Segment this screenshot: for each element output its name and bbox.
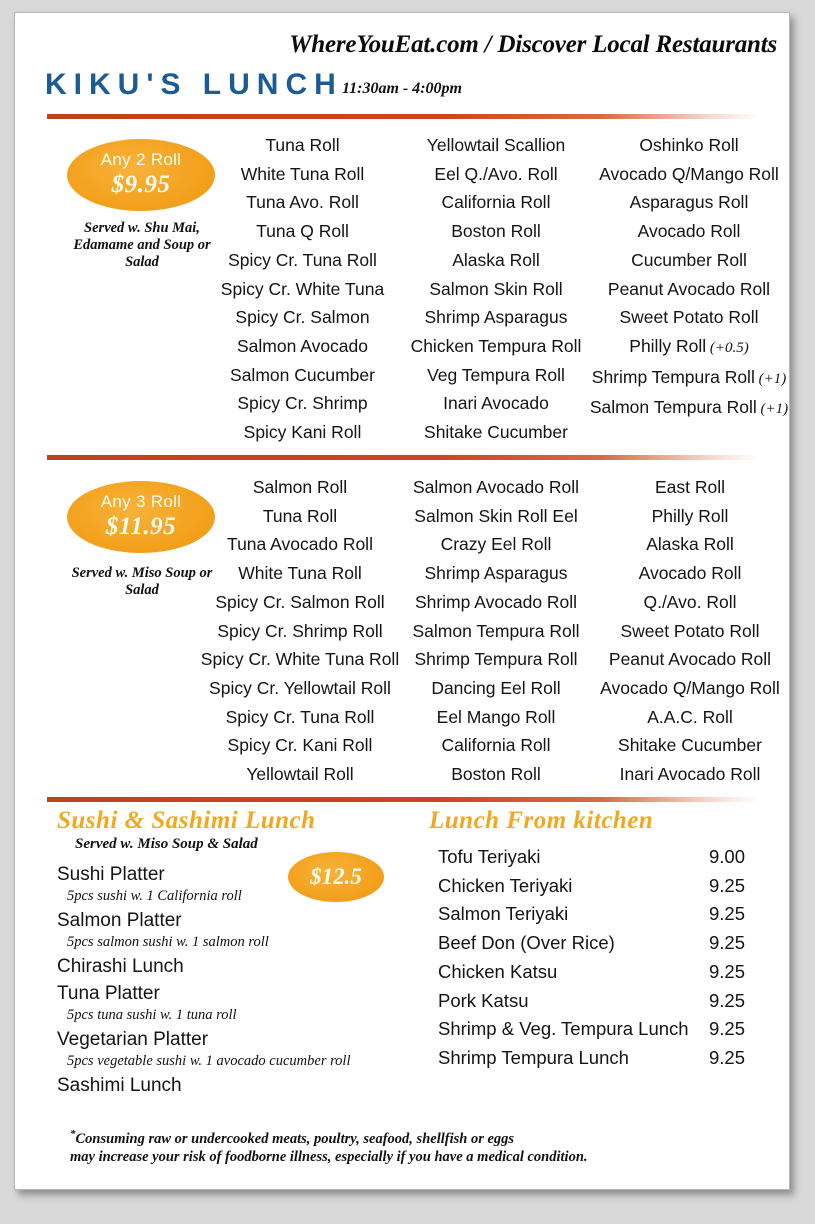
roll-item: [200, 530, 400, 559]
roll-item: [588, 760, 790, 789]
kitchen-item-row: [429, 843, 769, 872]
roll-surcharge: (+1): [754, 370, 787, 387]
roll-item: [587, 275, 790, 304]
roll-item: [200, 617, 400, 646]
roll-name: Shitake Cucumber: [618, 735, 762, 756]
roll-name: Spicy Cr. Tuna Roll: [225, 706, 375, 727]
roll-column-2: [400, 473, 592, 789]
roll-name: Salmon Tempura Roll: [412, 620, 580, 641]
roll-item: [587, 363, 790, 394]
roll-name: Dancing Eel Roll: [431, 677, 561, 698]
roll-name: Spicy Cr. Salmon Roll: [215, 591, 385, 612]
roll-item: [401, 217, 591, 246]
roll-name: Shrimp Avocado Roll: [414, 591, 578, 612]
kitchen-item-price: 9.00: [708, 846, 745, 867]
roll-item: [200, 760, 400, 789]
platter-description: 5pcs sushi w. 1 California roll: [67, 888, 242, 904]
kitchen-item-row: [429, 872, 769, 901]
kitchen-item-row: [429, 900, 769, 929]
roll-item: [588, 617, 790, 646]
roll-name: Alaska Roll: [452, 249, 540, 270]
roll-item: [204, 131, 401, 160]
section-divider-2: [47, 455, 759, 460]
roll-name: California Roll: [441, 192, 551, 213]
roll-name: Spicy Kani Roll: [243, 422, 362, 443]
roll-item: [200, 559, 400, 588]
section-divider-3: [47, 797, 759, 802]
platter-name: Salmon Platter: [57, 910, 182, 931]
roll-name: Spicy Cr. Shrimp: [237, 393, 368, 414]
roll-item: [588, 502, 790, 531]
roll-name: Inari Avocado: [443, 393, 549, 414]
roll-item: [587, 332, 790, 363]
roll-item: [588, 731, 790, 760]
roll-item: [204, 217, 401, 246]
disclaimer-line-1: Consuming raw or undercooked meats, poultry, seafood, shellfish or eggs: [75, 1130, 515, 1147]
roll-item: [204, 275, 401, 304]
roll-surcharge: (+0.5): [706, 339, 749, 356]
roll-item: [204, 361, 401, 390]
roll-name: Salmon Skin Roll Eel: [414, 505, 578, 526]
combo-note: Served w. Miso Soup or Salad: [71, 565, 213, 598]
kitchen-item-name: Chicken Katsu: [438, 960, 558, 982]
roll-item: [587, 303, 790, 332]
roll-item: [587, 160, 790, 189]
section-divider-1: [47, 114, 759, 119]
roll-item: [204, 188, 401, 217]
kitchen-item-name: Pork Katsu: [438, 989, 529, 1011]
kitchen-item-price: 9.25: [708, 903, 745, 925]
roll-item: [400, 674, 592, 703]
kitchen-item-name: Tofu Teriyaki: [438, 846, 541, 867]
kitchen-item-price: 9.25: [708, 1018, 745, 1040]
roll-item: [400, 559, 592, 588]
roll-item: [200, 645, 400, 674]
badge-price: $12.5: [310, 864, 362, 889]
roll-name: Spicy Cr. White Tuna: [220, 278, 385, 299]
roll-name: California Roll: [441, 735, 551, 756]
kitchen-item-row: [429, 958, 769, 987]
kitchen-item-row: [429, 987, 769, 1016]
roll-name: Philly Roll: [629, 335, 707, 356]
roll-name: Boston Roll: [451, 764, 541, 785]
roll-item: [588, 588, 790, 617]
section-subheading: Served w. Miso Soup & Salad: [75, 836, 258, 852]
roll-column-2: [401, 131, 591, 447]
roll-item: [401, 160, 591, 189]
price-badge-any-3-roll: [67, 481, 215, 553]
roll-item: [400, 502, 592, 531]
roll-name: Inari Avocado Roll: [619, 764, 761, 785]
page-title: KIKU'S LUNCH: [45, 68, 343, 101]
roll-item: [200, 588, 400, 617]
roll-name: Shrimp Tempura Roll: [414, 649, 578, 670]
roll-item: [204, 303, 401, 332]
site-credit: WhereYouEat.com / Discover Local Restaurants: [289, 31, 777, 58]
roll-name: Shitake Cucumber: [424, 422, 568, 443]
roll-item: [400, 530, 592, 559]
platter-item: [57, 954, 417, 979]
roll-name: Shrimp Tempura Roll: [591, 366, 755, 387]
roll-name: Salmon Avocado: [236, 335, 369, 356]
disclaimer-asterisk: *: [70, 1128, 76, 1140]
roll-name: Salmon Avocado Roll: [412, 477, 580, 497]
roll-name: Salmon Cucumber: [230, 364, 375, 385]
roll-item: [401, 131, 591, 160]
platter-name: Chirashi Lunch: [57, 956, 184, 977]
lunch-hours: 11:30am - 4:00pm: [342, 80, 462, 97]
kitchen-item-name: Shrimp & Veg. Tempura Lunch: [438, 1018, 689, 1040]
roll-name: Avocado Roll: [637, 221, 741, 242]
kitchen-item-price: 9.25: [708, 989, 745, 1011]
platter-item: [57, 981, 417, 1025]
roll-item: [401, 361, 591, 390]
roll-item: [400, 473, 592, 502]
roll-name: Salmon Tempura Roll: [589, 397, 757, 418]
roll-name: A.A.C. Roll: [647, 706, 733, 727]
roll-item: [588, 473, 790, 502]
roll-item: [401, 389, 591, 418]
roll-name: Spicy Cr. White Tuna Roll: [200, 649, 400, 670]
platter-item: [57, 908, 417, 952]
platter-description: 5pcs vegetable sushi w. 1 avocado cucumber roll: [67, 1053, 351, 1069]
roll-item: [401, 418, 591, 447]
roll-item: [588, 674, 790, 703]
kitchen-item-name: Shrimp Tempura Lunch: [438, 1046, 629, 1068]
roll-item: [587, 131, 790, 160]
roll-item: [401, 275, 591, 304]
roll-item: [400, 588, 592, 617]
roll-name: Spicy Cr. Salmon: [235, 307, 370, 328]
platter-description: 5pcs tuna sushi w. 1 tuna roll: [67, 1007, 237, 1023]
roll-item: [401, 303, 591, 332]
roll-name: Tuna Avocado Roll: [227, 534, 373, 555]
health-disclaimer: [70, 1125, 690, 1166]
roll-item: [401, 332, 591, 361]
roll-item: [400, 645, 592, 674]
roll-name: Asparagus Roll: [629, 192, 749, 213]
lunch-from-kitchen-section: [429, 807, 769, 1073]
roll-name: Shrimp Asparagus: [424, 307, 568, 328]
platter-name: Tuna Platter: [57, 983, 160, 1004]
roll-item: [587, 393, 790, 424]
roll-item: [204, 389, 401, 418]
roll-item: [588, 530, 790, 559]
roll-name: Salmon Roll: [252, 477, 348, 497]
price-badge-any-2-roll: [67, 139, 215, 211]
badge-price: $9.95: [111, 171, 171, 198]
menu-page: [14, 12, 790, 1190]
roll-item: [587, 246, 790, 275]
roll-column-1: [204, 131, 401, 447]
roll-item: [400, 731, 592, 760]
kitchen-item-name: Chicken Teriyaki: [438, 874, 573, 896]
roll-item: [200, 703, 400, 732]
roll-name: Shrimp Asparagus: [424, 563, 568, 584]
roll-name: Avocado Roll: [638, 563, 742, 584]
roll-column-3: [588, 473, 790, 789]
roll-name: Yellowtail Scallion: [426, 135, 566, 155]
roll-item: [587, 217, 790, 246]
kitchen-item-price: 9.25: [708, 874, 745, 896]
badge-label: Any 2 Roll: [100, 150, 182, 169]
roll-name: Crazy Eel Roll: [440, 534, 552, 555]
roll-name: Q./Avo. Roll: [643, 591, 737, 612]
roll-name: Tuna Roll: [262, 505, 338, 526]
sushi-sashimi-lunch-section: [57, 807, 417, 1100]
roll-column-1: [200, 473, 400, 789]
roll-name: Peanut Avocado Roll: [607, 278, 771, 299]
kitchen-item-row: [429, 1015, 769, 1044]
roll-name: Alaska Roll: [646, 534, 734, 555]
kitchen-item-row: [429, 1044, 769, 1073]
platter-item: [57, 1073, 417, 1098]
roll-item: [200, 674, 400, 703]
roll-name: Avocado Q/Mango Roll: [599, 163, 779, 184]
roll-name: Spicy Cr. Tuna Roll: [228, 249, 377, 270]
kitchen-item-price: 9.25: [708, 1046, 745, 1068]
roll-item: [204, 160, 401, 189]
roll-name: Spicy Cr. Shrimp Roll: [217, 620, 383, 641]
roll-name: Sweet Potato Roll: [619, 307, 759, 328]
kitchen-item-price: 9.25: [708, 932, 745, 954]
roll-name: Philly Roll: [651, 505, 729, 526]
platter-description: 5pcs salmon sushi w. 1 salmon roll: [67, 934, 269, 950]
price-badge-sushi-sashimi: [288, 852, 384, 902]
roll-name: Veg Tempura Roll: [427, 364, 565, 385]
roll-name: Tuna Avo. Roll: [246, 192, 359, 213]
section-heading: Lunch From kitchen: [429, 807, 654, 834]
kitchen-item-row: [429, 929, 769, 958]
roll-item: [204, 332, 401, 361]
roll-name: Spicy Cr. Yellowtail Roll: [209, 677, 391, 698]
kitchen-item-name: Salmon Teriyaki: [438, 903, 569, 925]
roll-item: [588, 703, 790, 732]
roll-name: Peanut Avocado Roll: [608, 649, 772, 670]
roll-item: [400, 760, 592, 789]
roll-item: [587, 188, 790, 217]
roll-name: White Tuna Roll: [240, 163, 365, 184]
kitchen-item-name: Beef Don (Over Rice): [438, 932, 615, 954]
roll-item: [588, 559, 790, 588]
badge-price: $11.95: [105, 513, 177, 540]
roll-name: Yellowtail Roll: [246, 764, 354, 785]
roll-name: Tuna Roll: [265, 135, 340, 155]
roll-item: [400, 703, 592, 732]
roll-item: [204, 246, 401, 275]
kitchen-item-price: 9.25: [708, 960, 745, 982]
badge-label: Any 3 Roll: [100, 492, 182, 511]
roll-item: [588, 645, 790, 674]
roll-name: Salmon Skin Roll: [429, 278, 563, 299]
platter-name: Sushi Platter: [57, 864, 165, 885]
roll-item: [200, 473, 400, 502]
roll-name: Eel Q./Avo. Roll: [434, 163, 558, 184]
roll-name: Spicy Cr. Kani Roll: [227, 735, 373, 756]
roll-name: East Roll: [654, 477, 726, 497]
roll-item: [401, 246, 591, 275]
kitchen-item-list: [429, 843, 769, 1073]
roll-name: Boston Roll: [451, 221, 541, 242]
roll-column-3: [587, 131, 790, 424]
roll-item: [200, 731, 400, 760]
roll-name: Sweet Potato Roll: [620, 620, 760, 641]
platter-name: Sashimi Lunch: [57, 1075, 182, 1096]
roll-name: Oshinko Roll: [639, 135, 739, 155]
platter-name: Vegetarian Platter: [57, 1029, 209, 1050]
roll-surcharge: (+1): [756, 401, 789, 418]
roll-name: Tuna Q Roll: [256, 221, 349, 242]
combo-note: Served w. Shu Mai, Edamame and Soup or Salad: [73, 220, 211, 270]
roll-name: White Tuna Roll: [238, 563, 362, 584]
platter-item: [57, 1027, 417, 1071]
roll-name: Eel Mango Roll: [436, 706, 556, 727]
roll-name: Avocado Q/Mango Roll: [600, 677, 780, 698]
roll-item: [400, 617, 592, 646]
roll-name: Chicken Tempura Roll: [410, 335, 582, 356]
roll-item: [204, 418, 401, 447]
roll-name: Cucumber Roll: [631, 249, 747, 270]
roll-item: [200, 502, 400, 531]
roll-item: [401, 188, 591, 217]
section-heading: Sushi & Sashimi Lunch: [57, 807, 316, 834]
disclaimer-line-2: may increase your risk of foodborne illness, especially if you have a medical condition.: [70, 1148, 588, 1165]
